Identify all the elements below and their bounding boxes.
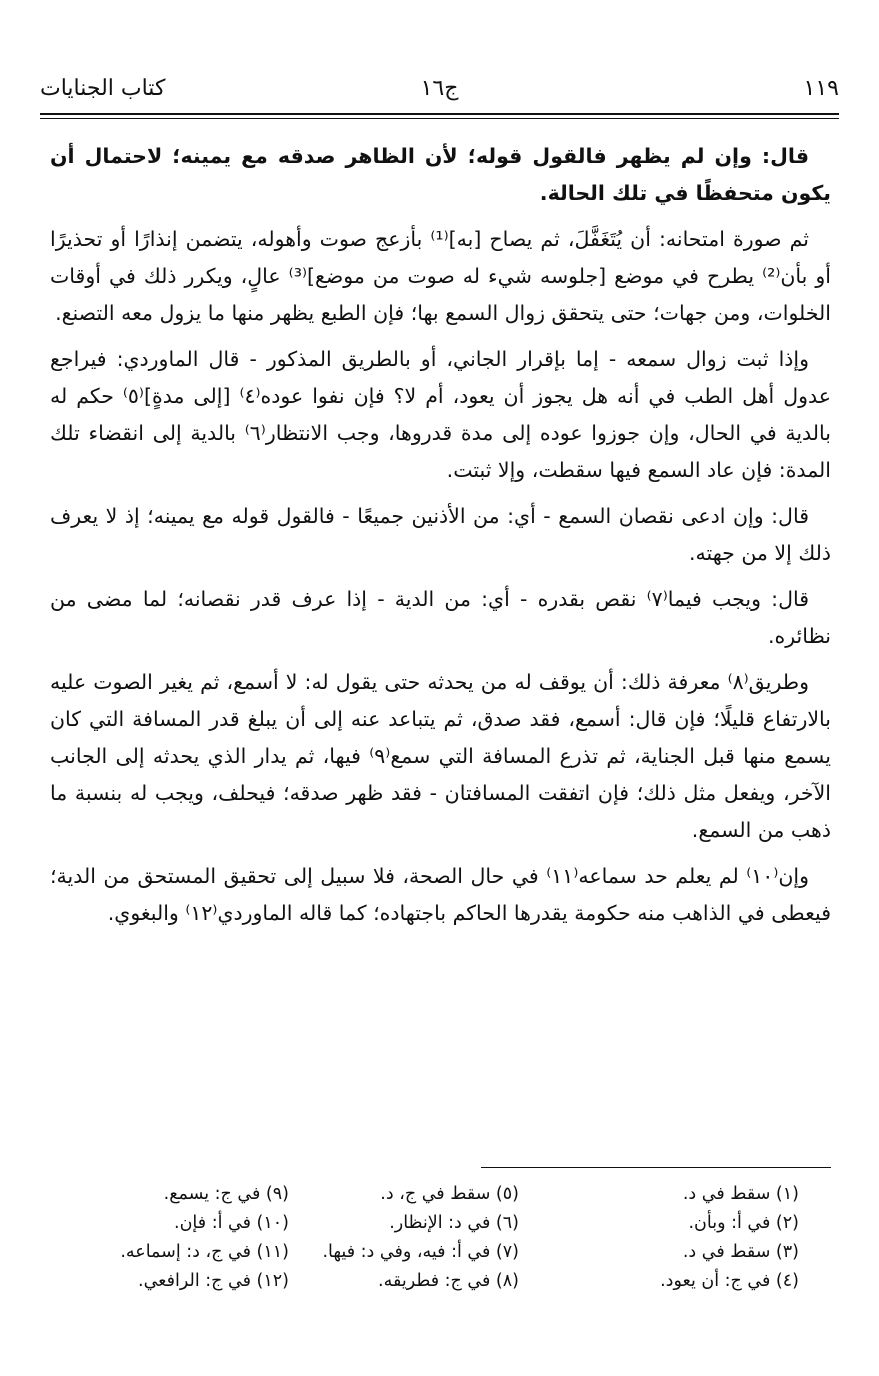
footnote: (٢) في أ: وبأن. xyxy=(688,1213,799,1233)
footnote: (٤) في ج: أن يعود. xyxy=(660,1271,799,1291)
main-text xyxy=(50,138,831,941)
footnote: (٦) في د: الإنظار. xyxy=(389,1213,519,1233)
footnote-column xyxy=(59,1180,289,1296)
footnote: (١١) في ج، د: إسماعه. xyxy=(120,1242,289,1262)
footnote-rule xyxy=(481,1167,831,1168)
footnote: (٣) سقط في د. xyxy=(682,1242,799,1262)
paragraph: قال: وإن لم يظهر فالقول قوله؛ لأن الظاهر صدقه مع يمينه؛ لاحتمال أن يكون متحفظًا في تلك الحالة. xyxy=(50,144,831,205)
header-rule xyxy=(40,113,839,115)
footnote: (١٢) في ج: الرافعي. xyxy=(138,1271,289,1291)
paragraph: وإن⁽١٠⁾ لم يعلم حد سماعه⁽١١⁾ في حال الصحة، فلا سبيل إلى تحقيق المستحق من الدية؛ فيعطى في الذاهب منه حكومة يقدرها الحاكم باجتهاده؛ كما قاله الماوردي⁽١٢⁾ والبغوي. xyxy=(50,864,831,925)
paragraph: ثم صورة امتحانه: أن يُتَغَفَّلَ، ثم يصاح [به]⁽¹⁾ بأزعج صوت وأهوله، يتضمن إنذارًا أو تحذيرًا أو بأن⁽²⁾ يطرح في موضع [جلوسه شيء له صوت من موضع]⁽³⁾ عالٍ، ويكرر ذلك في أوقات الخلوات، ومن جهات؛ حتى يتحقق زوال السمع بها؛ فإن الطبع يظهر منها ما يزول معه التصنع. xyxy=(50,227,831,325)
page-number: ١١٩ xyxy=(803,76,839,101)
paragraph: وطريق⁽٨⁾ معرفة ذلك: أن يوقف له من يحدثه حتى يقول له: لا أسمع، ثم يغير الصوت عليه بالارتفاع قليلًا؛ فإن قال: أسمع، فقد صدق، ثم يتباعد عنه إلى أن يبلغ قدر المسافة التي كان يسمع منها قبل الجناية، ثم تذرع المسافة التي سمع⁽٩⁾ فيها، ثم يدار الذي يحدثه إلى الجانب الآخر، ويفعل مثل ذلك؛ فإن اتفقت المسافتان - فقد ظهر صدقه؛ فيحلف، ويجب له بنسبة ما ذهب من السمع. xyxy=(50,670,831,842)
footnote: (١٠) في أ: فإن. xyxy=(174,1213,289,1233)
paragraph: قال: ويجب فيما⁽٧⁾ نقص بقدره - أي: من الدية - إذا عرف قدر نقصانه؛ لما مضى من نظائره. xyxy=(50,587,831,648)
paragraph: وإذا ثبت زوال سمعه - إما بإقرار الجاني، أو بالطريق المذكور - قال الماوردي: فيراجع عدول أهل الطب في أنه هل يجوز أن يعود، أم لا؟ فإن نفوا عوده⁽٤⁾ [إلى مدةٍ]⁽٥⁾ حكم له بالدية في الحال، وإن جوزوا عوده إلى مدة قدروها، وجب الانتظار⁽٦⁾ بالدية إلى انقضاء تلك المدة: فإن عاد السمع فيها سقطت، وإلا ثبتت. xyxy=(50,347,831,482)
volume-label: ج١٦ xyxy=(420,76,459,101)
footnote: (٨) في ج: فطريقه. xyxy=(378,1271,519,1291)
paragraph: قال: وإن ادعى نقصان السمع - أي: من الأذنين جميعًا - فالقول قوله مع يمينه؛ إذ لا يعرف ذلك إلا من جهته. xyxy=(50,504,831,565)
footnote-column xyxy=(279,1180,519,1296)
footnote: (٥) سقط في ج، د. xyxy=(380,1184,519,1204)
footnote: (٧) في أ: فيه، وفي د: فيها. xyxy=(322,1242,519,1262)
footnote: (١) سقط في د. xyxy=(682,1184,799,1204)
header-rule-thin xyxy=(40,118,839,119)
footnote-column xyxy=(539,1180,799,1296)
running-header xyxy=(40,68,839,108)
footnote: (٩) في ج: يسمع. xyxy=(163,1184,289,1204)
book-title: كتاب الجنايات xyxy=(40,76,166,101)
